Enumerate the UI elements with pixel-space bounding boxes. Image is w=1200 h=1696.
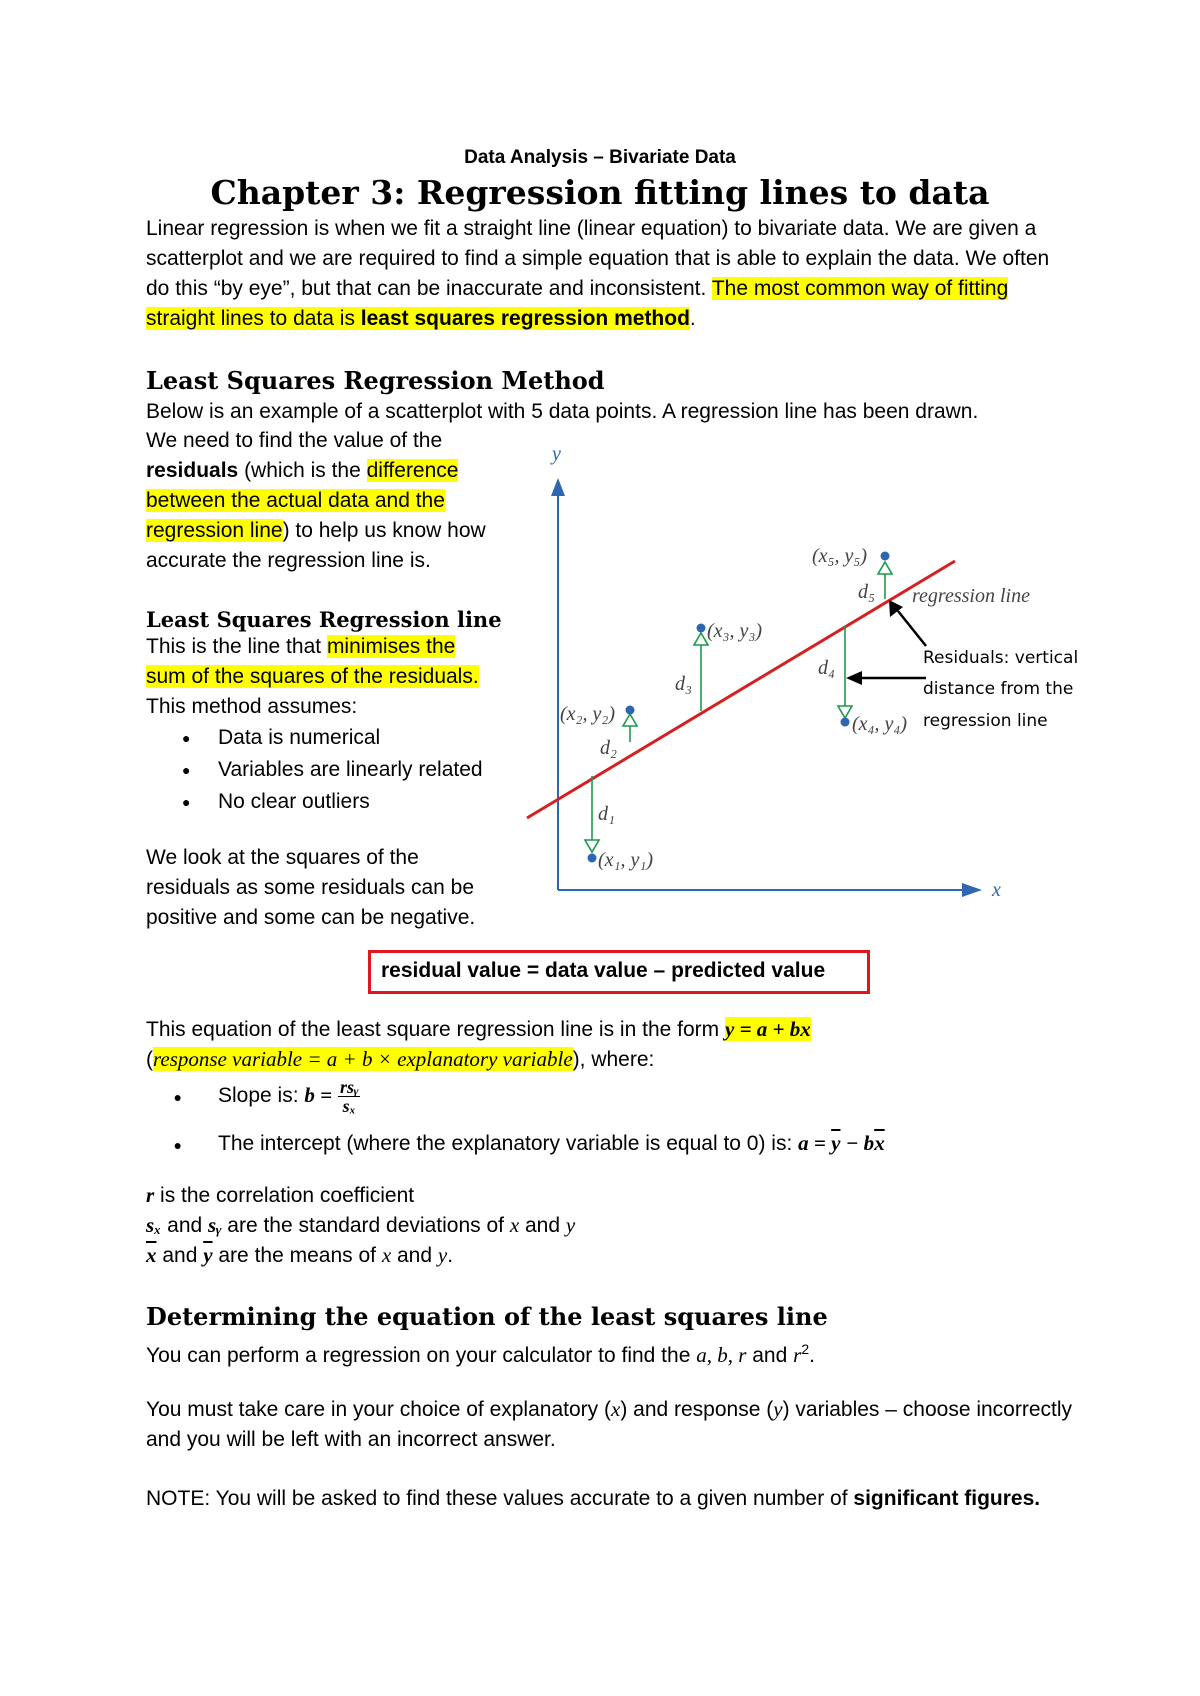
annotation-arrow-icon-2: [846, 671, 862, 685]
residuals-paragraph: We need to find the value of the residuals (which is the difference between the actual data and the regression line) to help us know how accurate the regression line is.: [146, 429, 486, 572]
lsrm-example: Below is an example of a scatterplot with 5 data points. A regression line has been drawn.: [146, 400, 979, 423]
definition-means: $\overline{x}$ and $\overline{y}$ are the means of x and y.: [146, 1243, 454, 1267]
list-item: ● Variables are linearly related: [146, 754, 483, 786]
definition-sd: sₓ and sᵧ are the standard deviations of x and y: [146, 1213, 576, 1237]
residual-formula-box: residual value = data value – predicted value: [368, 950, 870, 994]
intro-highlight: The most common way of fitting straight lines to data is least squares regression method: [146, 277, 1009, 330]
determining-heading: Determining the equation of the least squares line: [146, 1302, 828, 1331]
assumptions-list: [146, 722, 483, 818]
care-paragraph: You must take care in your choice of explanatory (x) and response (y) variables – choose incorrectly and you will be left with an incorrect answer.: [146, 1397, 1073, 1451]
residual-d1-arrow-icon: [585, 840, 599, 852]
slope-fraction: $\frac{\text{rsᵧ}}{\text{sₓ}}$: [339, 1077, 359, 1116]
regression-diagram: [510, 440, 1110, 910]
point-label-3: (x₃, y₃): [707, 620, 762, 642]
annotation-line-2: distance from the: [923, 679, 1074, 699]
regression-line-label: regression line: [912, 585, 1030, 607]
residual-d5-arrow-icon: [878, 562, 892, 574]
subject-heading: Data Analysis – Bivariate Data: [464, 147, 736, 168]
residual-label-5: d₅: [858, 581, 875, 603]
point-label-4: (x₄, y₄): [852, 713, 907, 735]
y-axis-label: y: [552, 443, 561, 465]
list-item: ● Data is numerical: [146, 722, 483, 754]
slope-item: ● Slope is: b = $\frac{\text{rsᵧ}}{\text{sₓ}}$: [173, 1077, 359, 1116]
lsr-line-heading: Least Squares Regression line: [146, 607, 502, 632]
point-label-5: (x₅, y₅): [812, 545, 867, 567]
calculator-text: You can perform a regression on your calculator to find the a, b, r and $r^2$.: [146, 1341, 815, 1367]
x-axis-label: x: [992, 879, 1001, 901]
list-item: ● No clear outliers: [146, 786, 483, 818]
definition-r: r is the correlation coefficient: [146, 1183, 415, 1207]
note-paragraph: NOTE: You will be asked to find these values accurate to a given number of significant figures.: [146, 1487, 1041, 1510]
data-point-5: [881, 552, 890, 561]
equation-response: (response variable = a + b × explanatory variable), where:: [146, 1047, 655, 1071]
data-point-4: [841, 718, 850, 727]
minimises-paragraph: This is the line that minimises the sum of the squares of the residuals.: [146, 635, 479, 688]
annotation-arrow-line-1: [898, 611, 926, 646]
point-label-2: (x₂, y₂): [560, 703, 615, 725]
data-point-1: [588, 854, 597, 863]
residual-label-3: d₃: [675, 673, 692, 695]
residual-d4-arrow-icon: [838, 706, 852, 718]
residual-label-2: d₂: [600, 737, 617, 759]
point-label-1: (x₁, y₁): [598, 849, 653, 871]
x-axis-arrow-icon: [962, 883, 982, 897]
y-axis-arrow-icon: [551, 478, 565, 496]
squares-note: We look at the squares of the residuals as some residuals can be positive and some can be negative.: [146, 846, 476, 929]
annotation-line-1: Residuals: vertical: [923, 648, 1079, 668]
equation-form: y = a + bx: [725, 1017, 811, 1041]
residual-label-4: d₄: [818, 657, 835, 679]
assumes-text: This method assumes:: [146, 695, 358, 718]
data-point-2: [626, 706, 635, 715]
intro-paragraph: Linear regression is when we fit a straight line (linear equation) to bivariate data. We are given a scatterplot and we are required to find a simple equation that is able to explain the data. We often do this “by eye”, but that can be inaccurate and inconsistent. The most common way of fitting straight lines to data is least squares regression method.: [146, 217, 1050, 330]
data-point-3: [697, 624, 706, 633]
annotation-line-3: regression line: [923, 711, 1048, 731]
residual-d2-arrow-icon: [623, 714, 637, 726]
page-title: Chapter 3: Regression fitting lines to data: [210, 173, 990, 212]
intercept-item: ● The intercept (where the explanatory variable is equal to 0) is: $a = \overline{y} - b\overline{x}$: [173, 1131, 885, 1155]
lsrm-heading: Least Squares Regression Method: [146, 366, 605, 395]
residual-d3-arrow-icon: [694, 633, 708, 645]
equation-intro: This equation of the least square regression line is in the form y = a + bx: [146, 1017, 811, 1041]
residual-label-1: d₁: [598, 803, 615, 825]
intro-text: Linear regression is when we fit a straight line (linear equation) to bivariate data. We are given a scatterplot and we are required to find a simple equation that is able to explain the data. We often do this “by eye”, but that can be inaccurate and inconsistent.: [146, 217, 1050, 300]
